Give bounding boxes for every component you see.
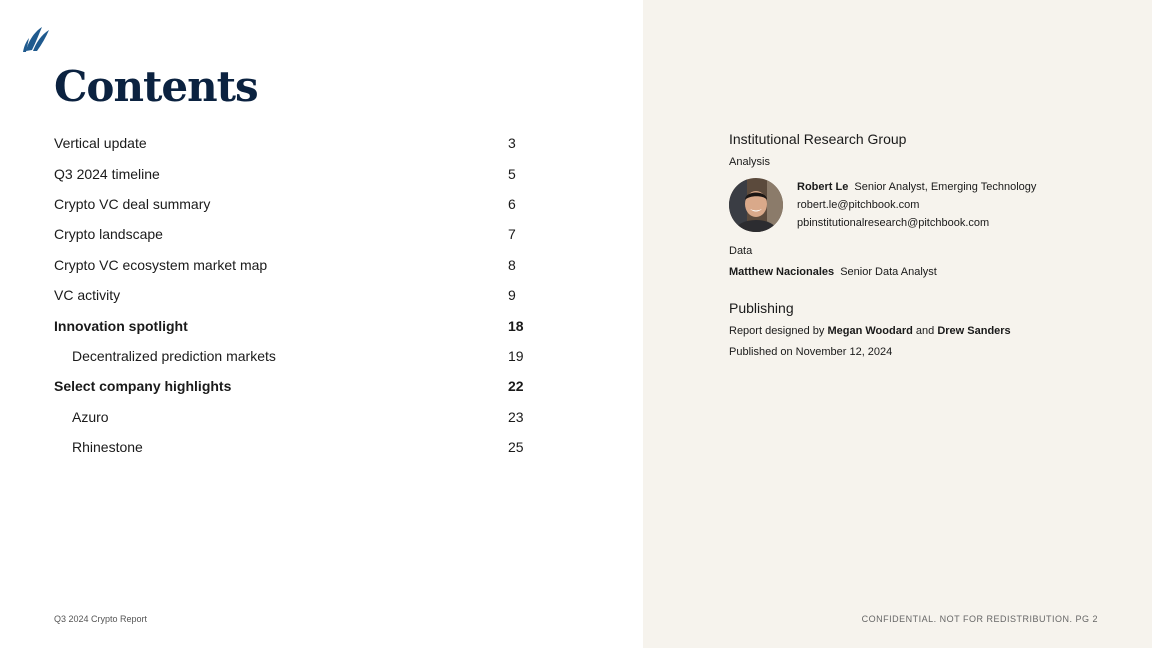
toc-row[interactable]	[54, 432, 524, 462]
designed-by-line	[729, 325, 1109, 337]
research-email[interactable]: pbinstitutionalresearch@pitchbook.com	[797, 217, 990, 229]
analyst-role: Senior Analyst, Emerging Technology	[854, 181, 1037, 193]
toc-page-number: 3	[508, 135, 516, 152]
toc-page-number: 8	[508, 256, 516, 273]
toc-row[interactable]	[54, 128, 524, 158]
data-label: Data	[729, 245, 753, 257]
page-title: Contents	[54, 62, 258, 111]
toc-label: Innovation spotlight	[54, 317, 188, 334]
toc-row[interactable]	[54, 250, 524, 280]
pitchbook-logo-icon	[22, 24, 50, 54]
credits	[729, 131, 1109, 358]
toc-label: Q3 2024 timeline	[54, 165, 160, 182]
toc-label: Crypto landscape	[54, 226, 163, 243]
toc-row[interactable]	[54, 371, 524, 401]
table-of-contents	[54, 128, 524, 462]
publishing-heading: Publishing	[729, 300, 794, 316]
toc-row[interactable]	[54, 189, 524, 219]
toc-row[interactable]	[54, 280, 524, 310]
and-word: and	[915, 325, 935, 337]
designer-name: Megan Woodard	[827, 325, 913, 337]
designed-prefix: Report designed by	[729, 325, 825, 337]
toc-page-number: 7	[508, 226, 516, 243]
toc-label: Crypto VC deal summary	[54, 195, 211, 212]
data-analyst-role: Senior Data Analyst	[840, 266, 937, 278]
toc-label: Rhinestone	[72, 439, 143, 456]
toc-page-number: 18	[508, 317, 524, 334]
analyst-card	[729, 178, 1109, 232]
toc-label: Select company highlights	[54, 378, 232, 395]
footer-confidential: CONFIDENTIAL. NOT FOR REDISTRIBUTION. PG 2	[861, 614, 1098, 624]
toc-row[interactable]	[54, 402, 524, 432]
toc-page-number: 22	[508, 378, 524, 395]
toc-label: Decentralized prediction markets	[72, 347, 276, 364]
toc-label: Vertical update	[54, 135, 147, 152]
analyst-info	[797, 178, 1036, 232]
avatar	[729, 178, 783, 232]
toc-row[interactable]	[54, 341, 524, 371]
toc-label: VC activity	[54, 287, 121, 304]
data-analyst	[729, 266, 1109, 278]
toc-label: Crypto VC ecosystem market map	[54, 256, 268, 273]
toc-row[interactable]	[54, 158, 524, 188]
footer-report-name: Q3 2024 Crypto Report	[54, 614, 148, 624]
analyst-name: Robert Le	[797, 181, 849, 193]
toc-row[interactable]	[54, 219, 524, 249]
designer-name: Drew Sanders	[937, 325, 1011, 337]
published-date: Published on November 12, 2024	[729, 346, 893, 358]
toc-label: Azuro	[72, 408, 109, 425]
analysis-label: Analysis	[729, 156, 770, 168]
toc-row[interactable]	[54, 310, 524, 340]
analyst-email[interactable]: robert.le@pitchbook.com	[797, 199, 920, 211]
group-heading: Institutional Research Group	[729, 131, 907, 147]
data-analyst-name: Matthew Nacionales	[729, 266, 835, 278]
toc-page-number: 9	[508, 287, 516, 304]
toc-page-number: 25	[508, 439, 524, 456]
toc-page-number: 23	[508, 408, 524, 425]
toc-page-number: 5	[508, 165, 516, 182]
toc-page-number: 6	[508, 195, 516, 212]
toc-page-number: 19	[508, 347, 524, 364]
